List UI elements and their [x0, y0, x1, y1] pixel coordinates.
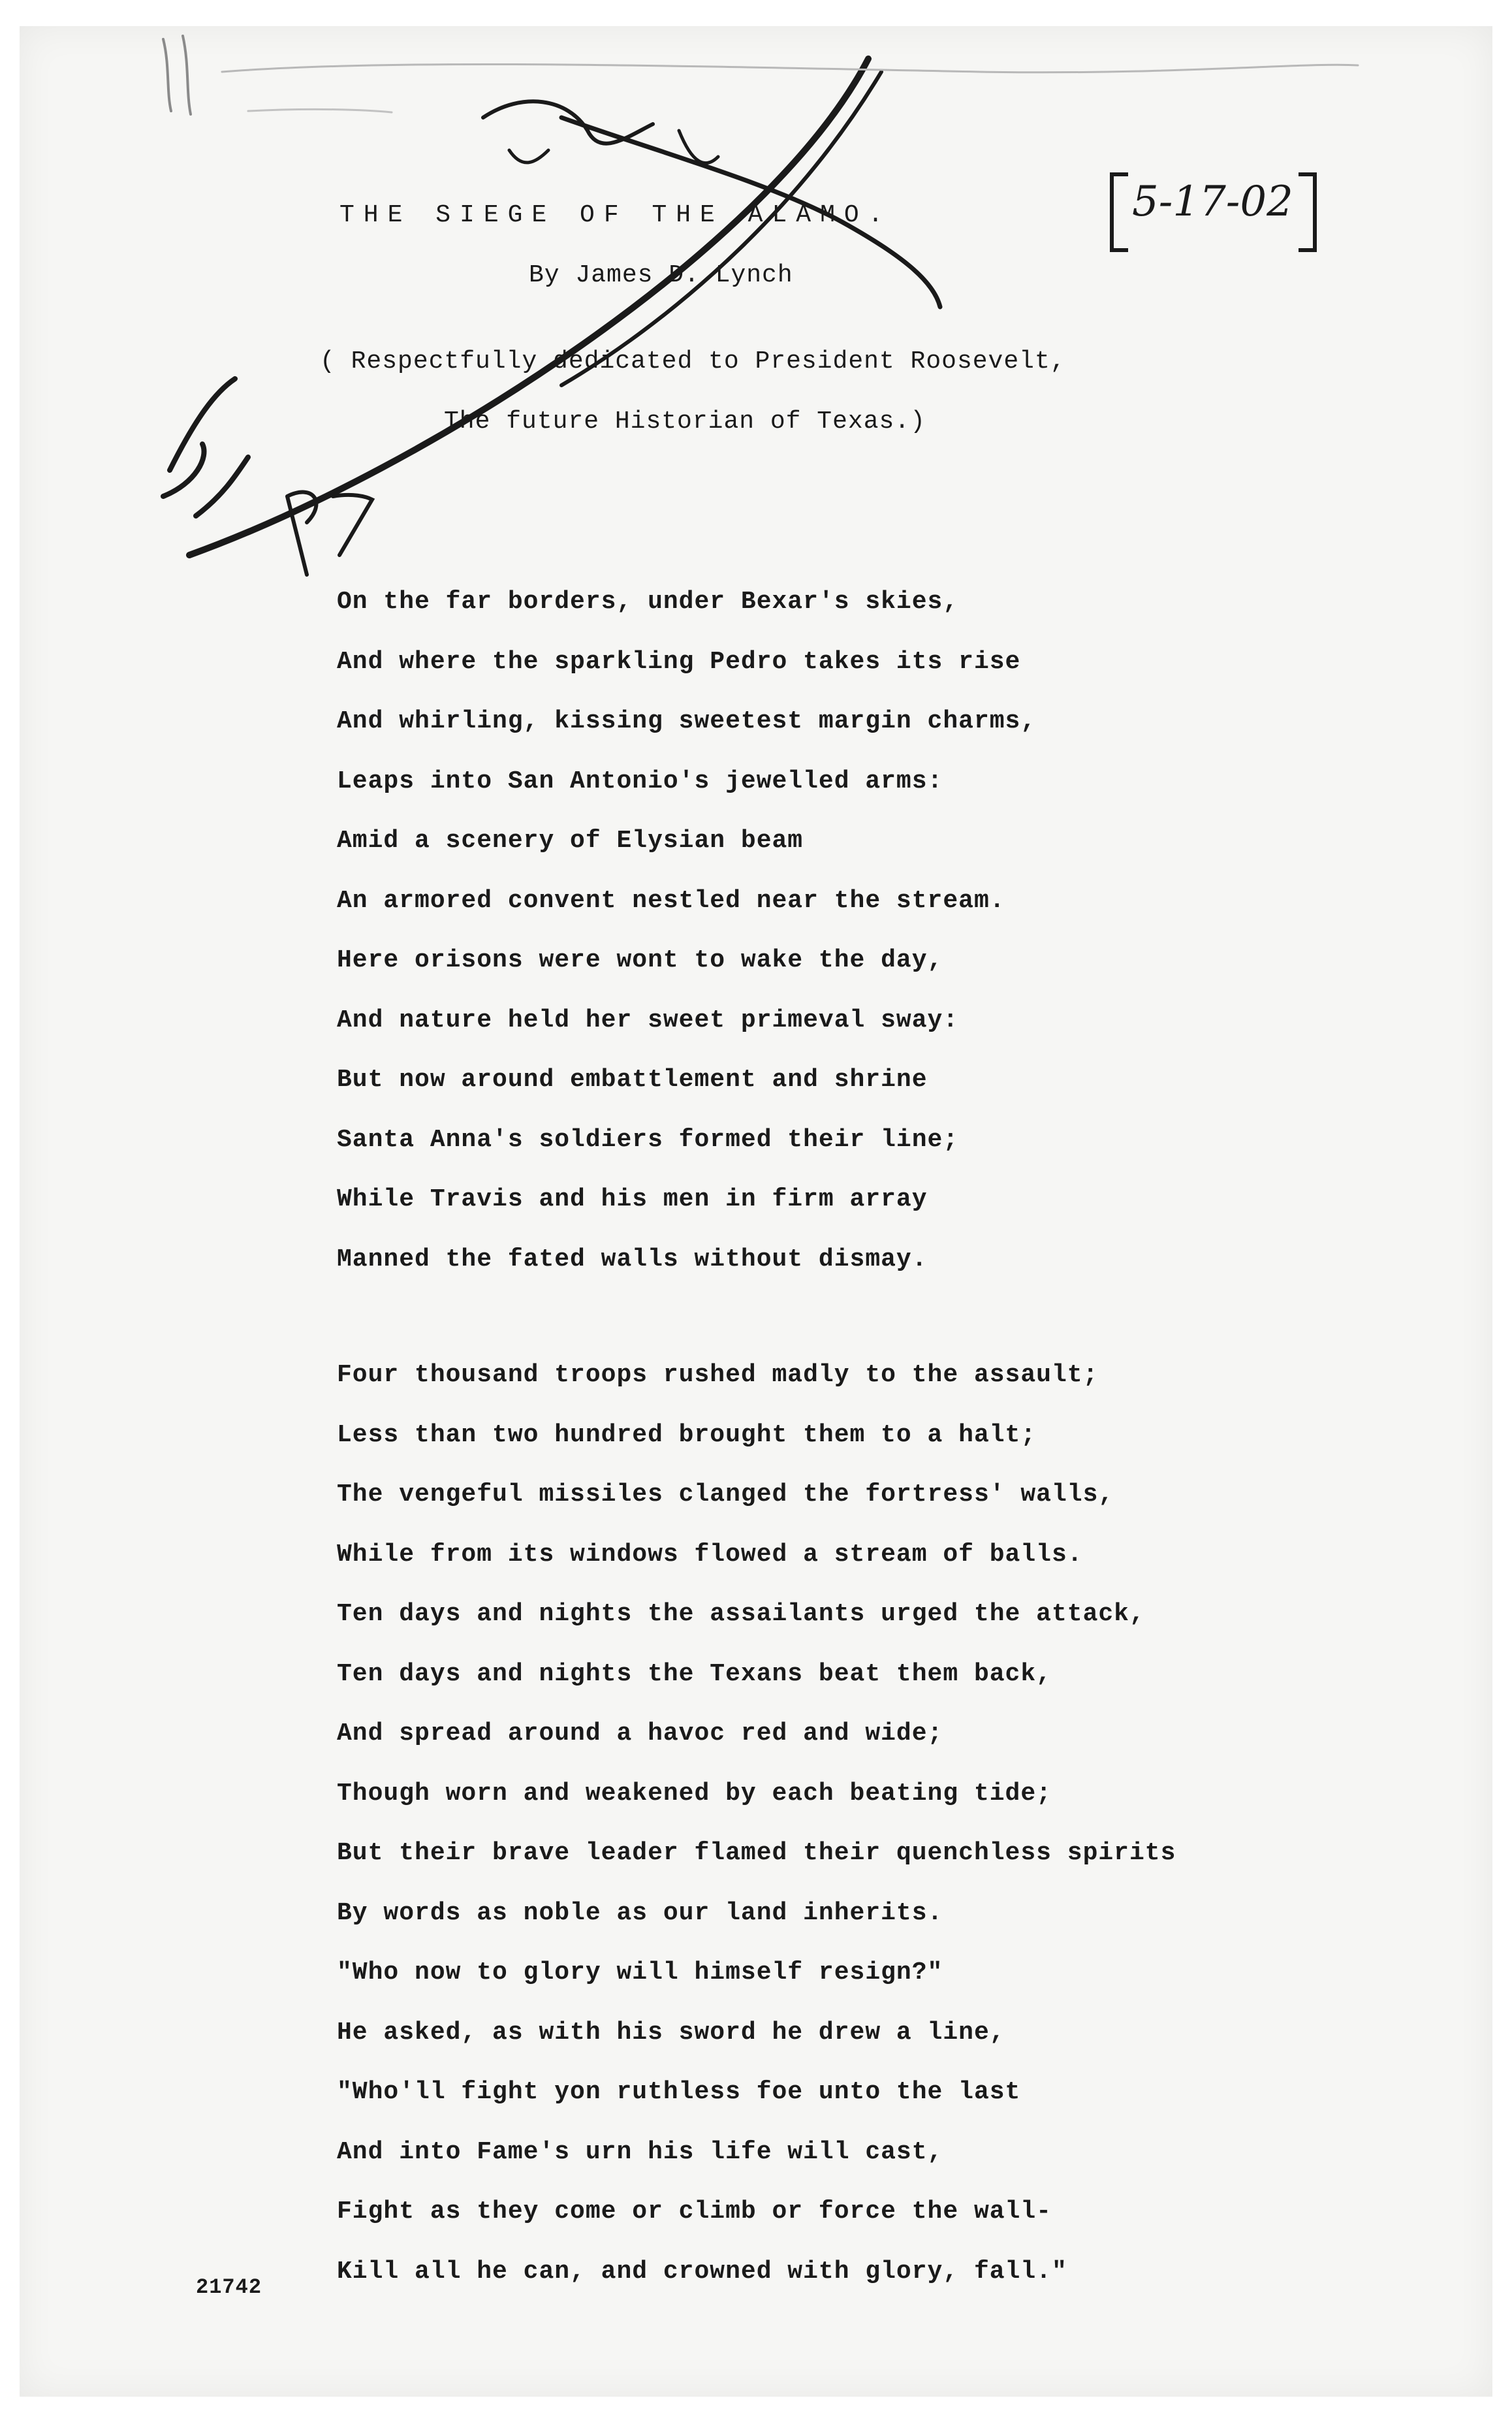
poem-line: An armored convent nestled near the stream.: [337, 886, 1005, 915]
poem-line: Fight as they come or climb or force the wall-: [337, 2197, 1052, 2226]
poem-line: By words as noble as our land inherits.: [337, 1898, 943, 1927]
poem-line: Manned the fated walls without dismay.: [337, 1245, 928, 1273]
poem-line: Less than two hundred brought them to a halt;: [337, 1420, 1037, 1449]
poem-line: But now around embattlement and shrine: [337, 1066, 928, 1094]
poem-line: The vengeful missiles clanged the fortress' walls,: [337, 1480, 1114, 1509]
poem-line: Ten days and nights the Texans beat them back,: [337, 1659, 1052, 1688]
poem-line: "Who'll fight yon ruthless foe unto the last: [337, 2078, 1021, 2106]
poem-line: Here orisons were wont to wake the day,: [337, 946, 943, 974]
poem-line: Leaps into San Antonio's jewelled arms:: [337, 767, 943, 795]
dedication-line: ( Respectfully dedicated to President Roosevelt,: [320, 347, 1066, 376]
poem-line: And nature held her sweet primeval sway:: [337, 1006, 959, 1034]
bracket-right: [1299, 172, 1317, 252]
poem-line: And into Fame's urn his life will cast,: [337, 2137, 943, 2166]
poem-line: Ten days and nights the assailants urged the attack,: [337, 1600, 1145, 1628]
poem-line: But their brave leader flamed their quenchless spirits: [337, 1839, 1176, 1867]
poem-line: Santa Anna's soldiers formed their line;: [337, 1125, 959, 1154]
poem-line: He asked, as with his sword he drew a line,: [337, 2018, 1005, 2047]
poem-line: On the far borders, under Bexar's skies,: [337, 588, 959, 616]
poem-line: Amid a scenery of Elysian beam: [337, 827, 804, 855]
poem-line: And where the sparkling Pedro takes its rise: [337, 647, 1021, 676]
date-annotation: [1123, 178, 1302, 226]
poem-line: Kill all he can, and crowned with glory, fall.": [337, 2257, 1067, 2286]
poem-line: Four thousand troops rushed madly to the assault;: [337, 1361, 1099, 1389]
poem-line: Though worn and weakened by each beating tide;: [337, 1779, 1052, 1808]
poem-title: THE SIEGE OF THE ALAMO.: [339, 201, 892, 229]
date-annotation-text: 5-17-02: [1132, 178, 1293, 226]
poem-byline: By James D. Lynch: [529, 261, 793, 289]
poem-line: And whirling, kissing sweetest margin charms,: [337, 707, 1037, 735]
dedication-line: The future Historian of Texas.): [444, 407, 926, 436]
poem-line: "Who now to glory will himself resign?": [337, 1958, 943, 1987]
poem-line: While from its windows flowed a stream of balls.: [337, 1540, 1083, 1569]
bracket-left: [1110, 172, 1128, 252]
document-number: 21742: [196, 2275, 262, 2299]
poem-line: And spread around a havoc red and wide;: [337, 1719, 943, 1748]
poem-line: While Travis and his men in firm array: [337, 1185, 928, 1213]
